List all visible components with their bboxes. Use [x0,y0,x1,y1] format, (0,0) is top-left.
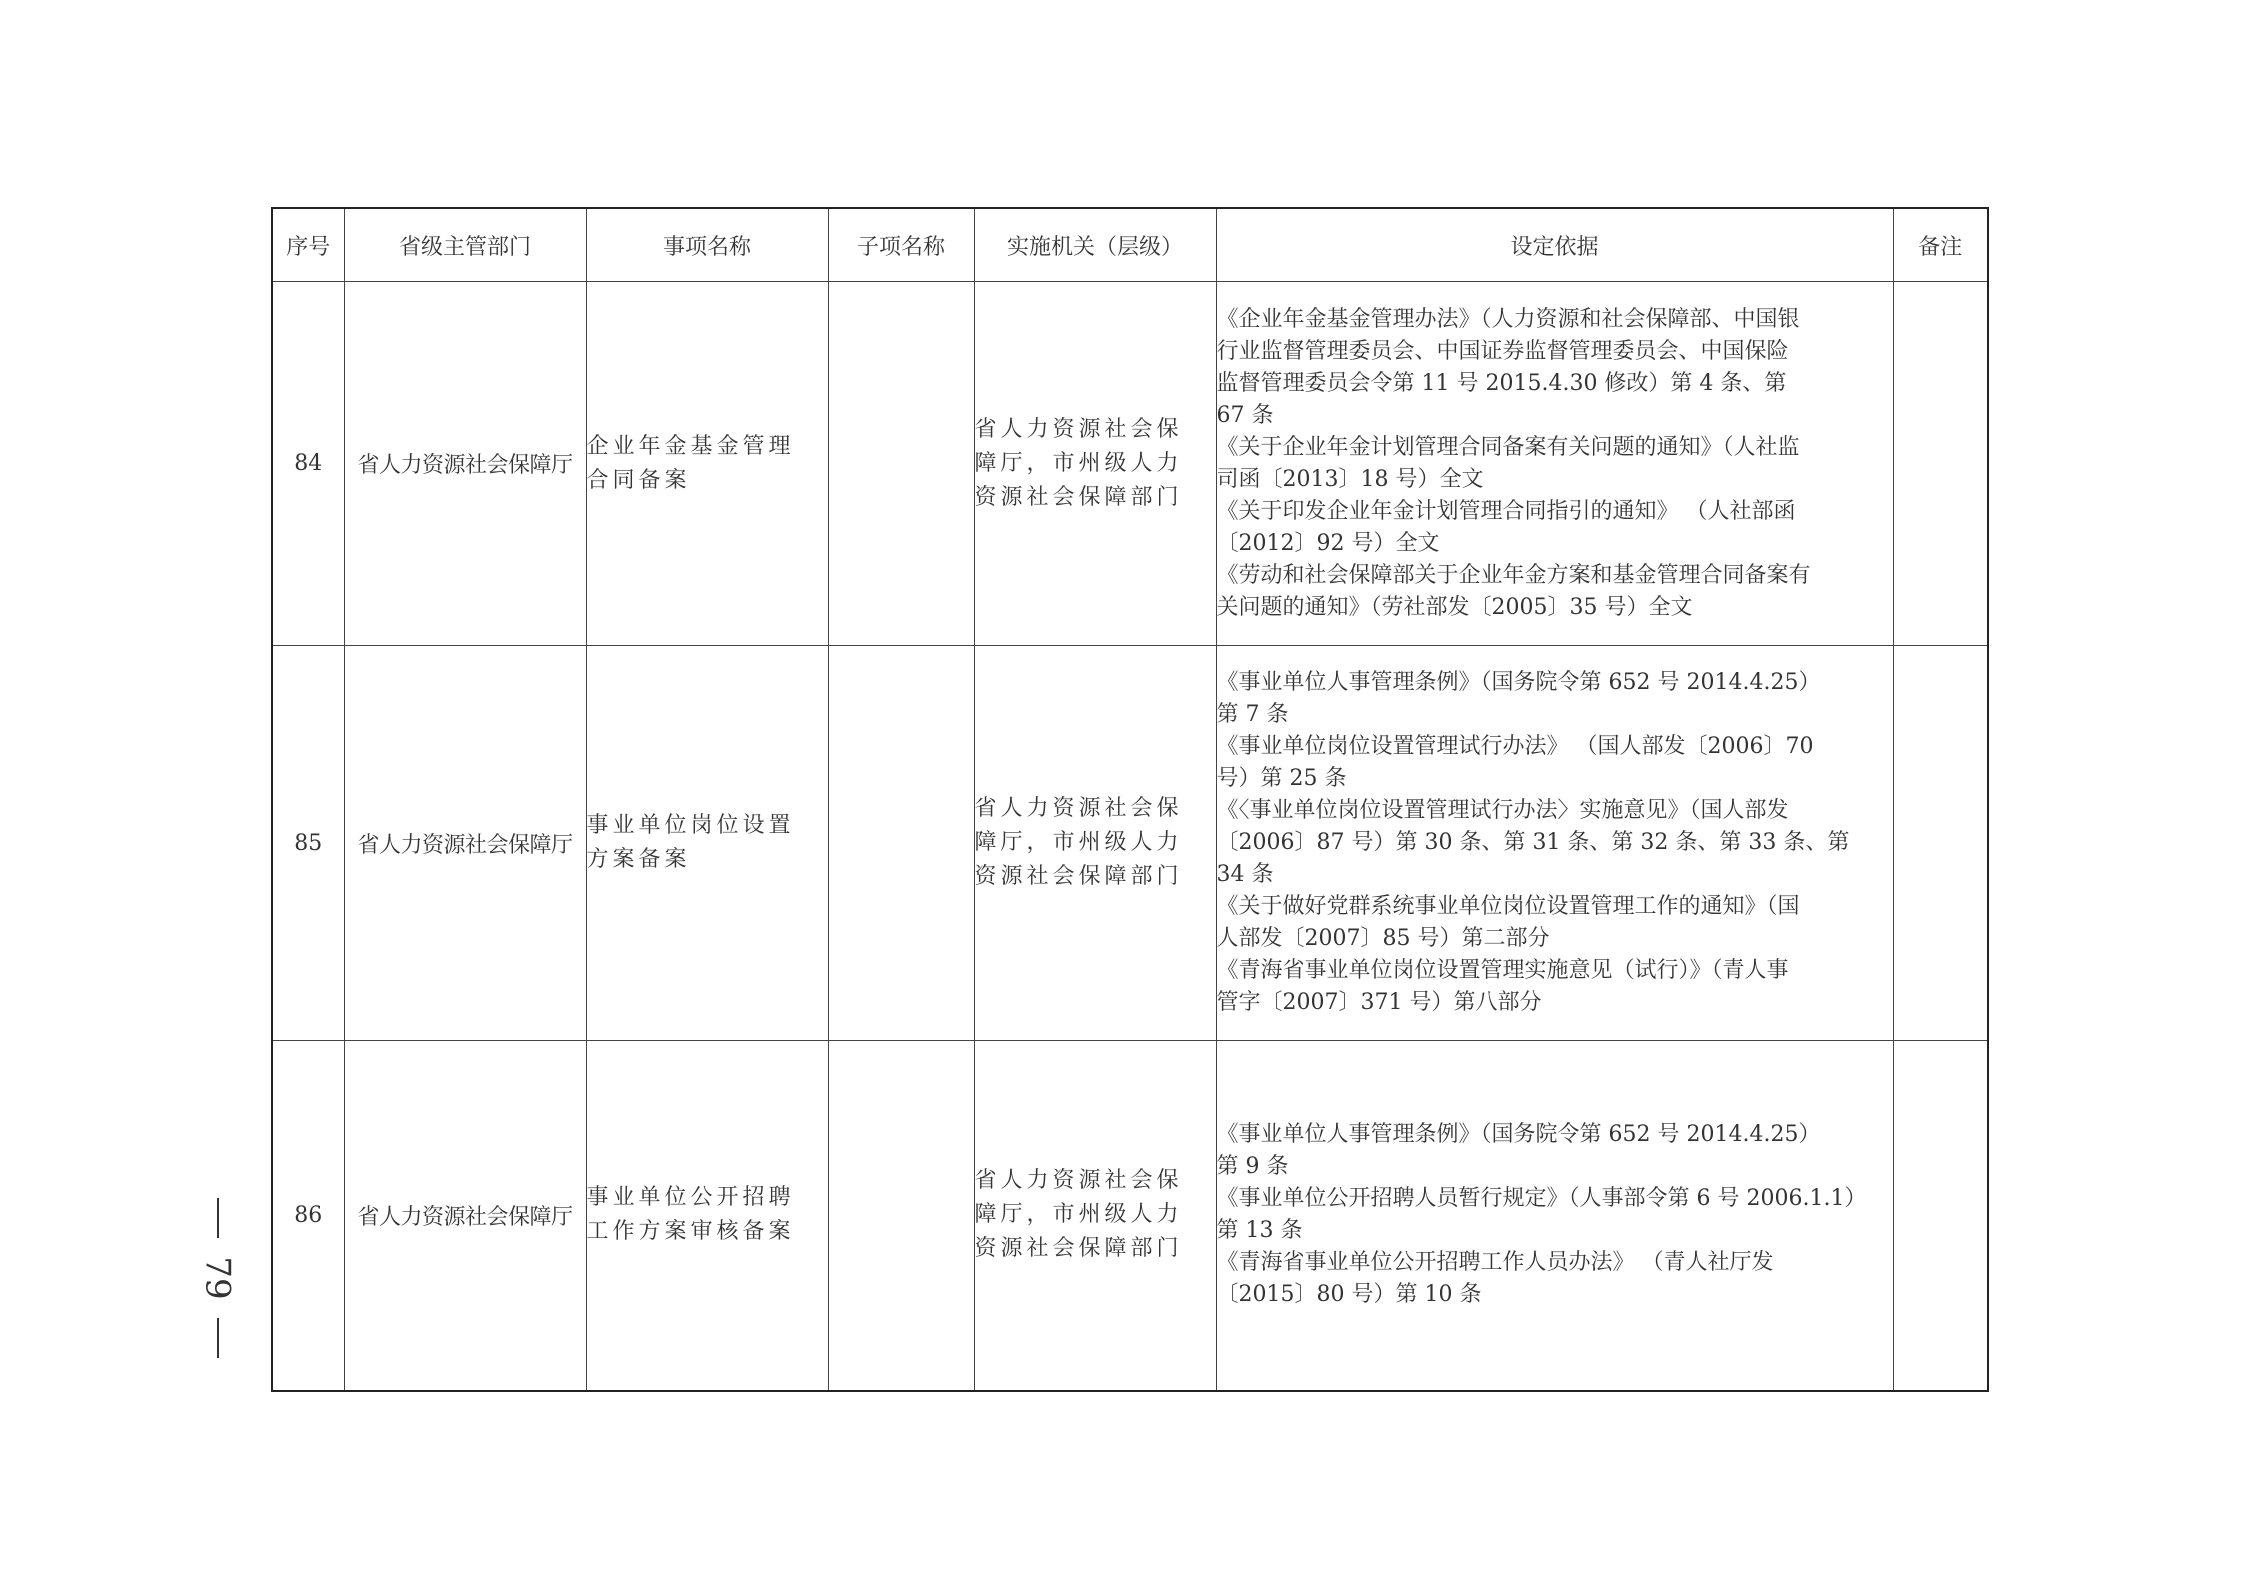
item-name-line: 合同备案 [586,467,691,493]
basis-line: 《事业单位公开招聘人员暂行规定》（人事部令第 6 号 2006.1.1） [1216,1186,1867,1212]
org-line: 障厅，市州级人力 [974,830,1183,855]
item-name-line: 方案备案 [586,847,691,872]
header-note: 备注 [1893,208,1988,282]
header-dept: 省级主管部门 [344,208,586,282]
basis-line: 行业监督管理委员会、中国证券监督管理委员会、中国保险 [1216,338,1789,364]
org-line: 资源社会保障部门 [974,484,1183,510]
basis-line: 《关于印发企业年金计划管理合同指引的通知》 （人社部函 [1216,498,1796,524]
basis-line: 《青海省事业单位岗位设置管理实施意见（试行）》（青人事 [1216,958,1789,983]
basis-line: 《青海省事业单位公开招聘工作人员办法》 （青人社厅发 [1216,1250,1774,1276]
cell-dept: 省人力资源社会保障厅 [344,282,586,646]
basis-line: 第 13 条 [1216,1218,1303,1244]
cell-org [974,282,1216,646]
basis-line: 关问题的通知》（劳社部发〔2005〕35 号）全文 [1216,594,1693,620]
basis-line: 67 条 [1216,402,1274,428]
table-row [272,1041,1988,1391]
basis-line: 34 条 [1216,862,1274,887]
page-dash-top [217,1198,219,1238]
basis-line: 人部发〔2007〕85 号）第二部分 [1216,926,1550,951]
cell-note [1893,646,1988,1041]
basis-line: 管字〔2007〕371 号）第八部分 [1216,990,1542,1015]
cell-sub-item [828,1041,974,1391]
basis-line: 《事业单位人事管理条例》（国务院令第 652 号 2014.4.25） [1216,670,1821,695]
cell-no: 84 [272,282,344,646]
cell-note [1893,282,1988,646]
basis-line: 第 9 条 [1216,1154,1289,1180]
basis-line: 〔2015〕80 号）第 10 条 [1216,1282,1482,1308]
cell-sub-item [828,282,974,646]
cell-dept: 省人力资源社会保障厅 [344,1041,586,1391]
basis-line: 司函〔2013〕18 号）全文 [1216,466,1484,492]
cell-no: 85 [272,646,344,1041]
page-number [198,1198,238,1358]
item-name-line: 事业单位公开招聘 [586,1185,795,1211]
basis-line: 〔2006〕87 号）第 30 条、第 31 条、第 32 条、第 33 条、第 [1216,830,1850,855]
basis-line: 《劳动和社会保障部关于企业年金方案和基金管理合同备案有 [1216,562,1811,588]
header-sub-item: 子项名称 [828,208,974,282]
cell-no: 86 [272,1041,344,1391]
header-org: 实施机关（层级） [974,208,1216,282]
table-row [272,646,1988,1041]
cell-item-name [586,282,828,646]
basis-line: 号）第 25 条 [1216,766,1347,791]
admin-items-table [271,207,1989,1392]
table-row [272,282,1988,646]
item-name-line: 事业单位岗位设置 [586,813,795,838]
cell-sub-item [828,646,974,1041]
basis-line: 〔2012〕92 号）全文 [1216,530,1440,556]
org-line: 资源社会保障部门 [974,864,1183,889]
cell-basis [1216,646,1893,1041]
cell-basis [1216,1041,1893,1391]
cell-org [974,646,1216,1041]
cell-item-name [586,646,828,1041]
header-item-name: 事项名称 [586,208,828,282]
org-line: 省人力资源社会保 [974,1168,1183,1194]
org-line: 省人力资源社会保 [974,796,1183,821]
org-line: 障厅，市州级人力 [974,1202,1183,1228]
basis-line: 监督管理委员会令第 11 号 2015.4.30 修改）第 4 条、第 [1216,370,1787,396]
basis-line: 《事业单位岗位设置管理试行办法》 （国人部发〔2006〕70 [1216,734,1814,759]
basis-line: 第 7 条 [1216,702,1289,727]
cell-org [974,1041,1216,1391]
cell-item-name [586,1041,828,1391]
org-line: 省人力资源社会保 [974,416,1183,442]
cell-basis [1216,282,1893,646]
cell-dept: 省人力资源社会保障厅 [344,646,586,1041]
basis-line: 《企业年金基金管理办法》（人力资源和社会保障部、中国银 [1216,306,1800,332]
header-no: 序号 [272,208,344,282]
cell-note [1893,1041,1988,1391]
page-number-text: 79 [198,1256,239,1300]
item-name-line: 工作方案审核备案 [586,1219,795,1245]
basis-line: 《关于做好党群系统事业单位岗位设置管理工作的通知》（国 [1216,894,1800,919]
header-row [272,208,1988,282]
page-dash-bottom [217,1318,219,1358]
basis-line: 《事业单位人事管理条例》（国务院令第 652 号 2014.4.25） [1216,1122,1821,1148]
org-line: 资源社会保障部门 [974,1236,1183,1262]
org-line: 障厅，市州级人力 [974,450,1183,476]
header-basis: 设定依据 [1216,208,1893,282]
basis-line: 《〈事业单位岗位设置管理试行办法〉实施意见》（国人部发 [1216,798,1789,823]
item-name-line: 企业年金基金管理 [586,433,795,459]
basis-line: 《关于企业年金计划管理合同备案有关问题的通知》（人社监 [1216,434,1800,460]
